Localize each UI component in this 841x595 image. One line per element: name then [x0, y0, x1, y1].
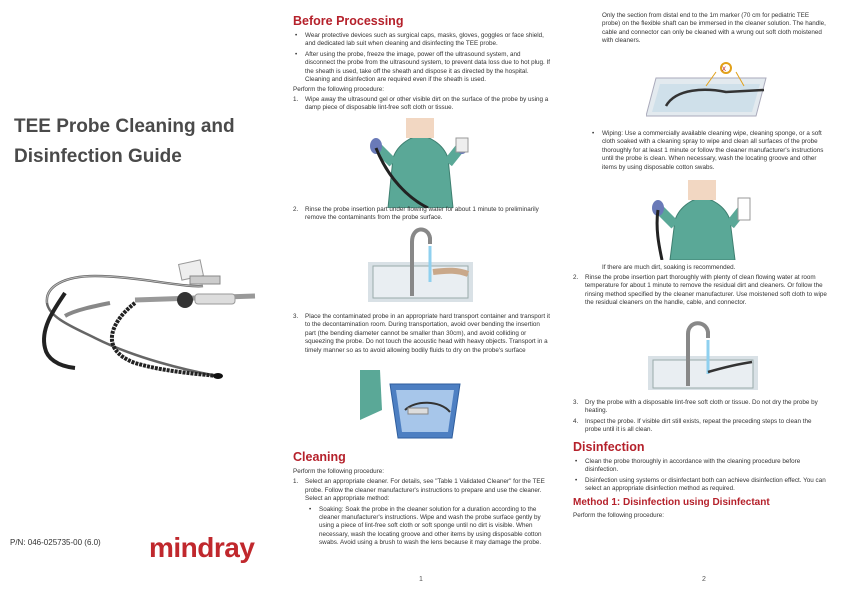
step-number: 4. [573, 417, 579, 425]
step-number: 3. [573, 399, 579, 406]
right-steps-3-4 [573, 399, 827, 437]
page-number-1: 1 [419, 576, 423, 583]
step-text: Place the contaminated probe in an appropriate hard transport container and transport it to the decontamination room. During transportation, avoid over bending the insertion part (the bending diameter cannot be smaller than 30cm), and avoid colliding or squeezing the probe. Do not touch the acoustic head with heavy objects. Transport in a timely manner so as to avoid allowing bodily fluids to dry on the probe's surface [305, 313, 551, 354]
soak-note-text: If there are much dirt, soaking is recommended. [602, 264, 736, 271]
transport-container-figure [360, 370, 470, 442]
right-step-4-text: Inspect the probe. If visible dirt still exists, repeat the preceding steps to clean the probe until it is all clean. [585, 417, 812, 434]
tee-probe-illustration [35, 258, 265, 383]
right-step-3-text: Dry the probe with a disposable lint-free soft cloth or tissue. Do not dry the probe by heating. [585, 399, 818, 415]
title-line-1: TEE Probe Cleaning and [14, 116, 235, 137]
step-number: 2. [573, 274, 579, 281]
wiping-bullet: • Wiping: Use a commercially available cleaning wipe, cleaning sponge, or a soft cloth soaked with a cleaning spray to wipe and clean all surfaces of the probe thoroughly for at least 1 minute or follow the cleaner manufacturer's instructions until the probe is clean. When necessary, wash the locating groove and other items by using disposable cotton swabs. [590, 130, 827, 172]
step-text: Rinse the probe insertion part under flowing water for about 1 minute to preliminarily remove the contaminants from the probe surface. [305, 206, 539, 222]
right-step-2-text: Rinse the probe insertion part thoroughly with plenty of clean flowing water at room temperature for about 1 minute to remove the residual dirt and cleaners. Or follow the rinsing method specified by the cleaner manufacturer. Use moistened soft cloth to wipe the residual cleaners on the handle, cable, and connector. [585, 274, 827, 307]
title-line-2: Disinfection Guide [14, 146, 182, 167]
wipe-cloth-figure [650, 180, 755, 260]
step-text: Wipe away the ultrasound gel or other visible dirt on the surface of the probe by using a damp piece of disposable lint-free soft cloth or tissue. [305, 95, 549, 112]
cleaning-heading: Cleaning [293, 450, 346, 464]
step-number: 2. [293, 206, 299, 213]
procedure-intro: Perform the following procedure: [293, 86, 385, 94]
wipe-probe-figure [368, 118, 473, 208]
soak-tray-figure [646, 58, 771, 118]
cleaning-section [293, 450, 551, 550]
before-processing-section [293, 14, 551, 115]
page-number-2: 2 [702, 576, 706, 583]
soaking-bullet: • Soaking: Soak the probe in the cleaner solution for a duration according to the cleaner manufacturer's instructions. Wipe and wash the probe surface gently by using a piece of lint-free soft cloth or soft sponge until no dirt is visible. When necessary, wash the locating groove and other items by using disposable cotton swabs. Avoid using a brush to wash the lens because it may damage the probe. [307, 506, 551, 548]
immersion-note [602, 12, 827, 46]
right-step-2 [573, 274, 827, 310]
before-bullets [293, 32, 551, 84]
page-title [14, 112, 264, 172]
disinfection-bullet: • Clean the probe thoroughly in accordance with the cleaning procedure before disinfection. [573, 458, 827, 475]
mindray-logo: mindray [149, 532, 255, 563]
before-bullet: • After using the probe, freeze the image, power off the ultrasound system, and disconnect the probe from the ultrasound system, to prevent data loss due to hot plug. If the sheath is used, take off the sheath and dispose it as directed by the hospital. Cleaning and disinfection are required even if the sheath is used. [293, 51, 551, 85]
disinfection-heading: Disinfection [573, 440, 645, 454]
cleaning-procedure-intro: Perform the following procedure: [293, 468, 385, 475]
step-1 [293, 96, 551, 113]
method-1-intro: Perform the following procedure: [573, 511, 665, 519]
part-number: P/N: 046-025735-00 (6.0) [10, 538, 101, 547]
before-bullet: • Wear protective devices such as surgical caps, masks, gloves, goggles or face shield, and dedicated lab suit when cleaning and disinfecting the TEE probe. [293, 32, 551, 49]
step-number: 1. [293, 95, 299, 103]
rinse-faucet-figure [368, 222, 473, 302]
method-1-heading: Method 1: Disinfection using Disinfectant [573, 496, 770, 508]
immersion-text: Only the section from distal end to the 1m marker (70 cm for pediatric TEE probe) on the flexible shaft can be immersed in the cleaner solution. The handle, cable and connector can only be cleaned with a wrung out soft cloth moistened with cleaners. [602, 12, 826, 45]
wiping-bullet-block [590, 130, 827, 174]
rinse-faucet-figure-2 [648, 318, 758, 390]
step-number: 1. [293, 478, 299, 486]
step-number: 3. [293, 313, 299, 320]
disinfection-bullet: • Disinfection using systems or disinfectant both can achieve disinfection effect. You can select an appropriate disinfection method as required. [573, 477, 827, 494]
cleaning-step-1: Select an appropriate cleaner. For details, see "Table 1 Validated Cleaner" for the TEE probe. Follow the cleaner manufacturer's instructions to prepare and use the cleaner. Select an appropriate method: [305, 478, 545, 503]
disinfection-section [573, 440, 827, 520]
before-processing-heading: Before Processing [293, 14, 404, 28]
step-3 [293, 313, 551, 357]
soak-note [602, 264, 827, 272]
svg-text:x: x [722, 64, 726, 73]
